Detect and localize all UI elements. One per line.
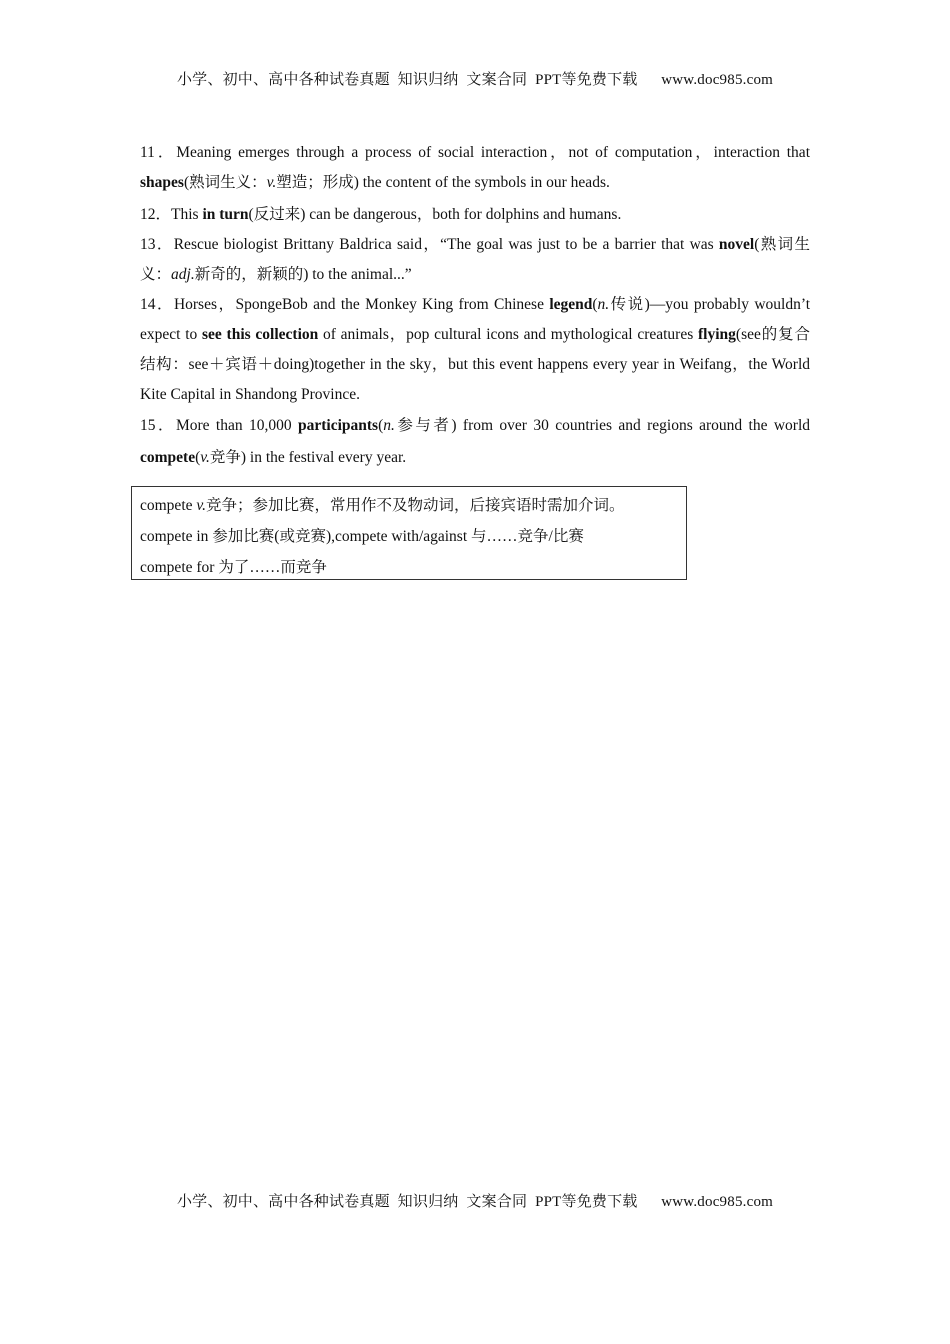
keyword-novel: novel bbox=[718, 236, 755, 253]
note-line-2: compete in 参加比赛(或竞赛),compete with/against 与……竞争/比赛 bbox=[140, 528, 584, 545]
item-13-pos: adj. bbox=[171, 266, 195, 283]
item-14-paren: ( bbox=[592, 296, 598, 313]
note-box bbox=[131, 486, 687, 580]
item-13-text: 13．Rescue biologist Brittany Baldrica said，“The goal was just to be a barrier that was bbox=[140, 236, 719, 253]
item-11-pos: v. bbox=[266, 174, 277, 191]
item-15-pos: n. bbox=[383, 417, 395, 434]
note-line-1-word: compete bbox=[140, 497, 197, 514]
note-line-1 bbox=[140, 490, 678, 521]
item-14-text: 14．Horses，SpongeBob and the Monkey King from Chinese bbox=[140, 296, 550, 313]
item-12-text: 12．This bbox=[140, 206, 203, 223]
item-12 bbox=[140, 200, 810, 230]
keyword-in-turn: in turn bbox=[202, 206, 249, 223]
item-15-paren: ( bbox=[378, 417, 384, 434]
item-15-pos2: v. bbox=[200, 449, 210, 466]
page-footer: 小学、初中、高中各种试卷真题 知识归纳 文案合同 PPT等免费下载 www.doc985.com bbox=[176, 1194, 774, 1210]
item-13 bbox=[140, 230, 810, 290]
keyword-see-this-collection: see this collection bbox=[202, 326, 319, 343]
keyword-participants: participants bbox=[298, 417, 379, 434]
item-12-rest: (反过来) can be dangerous，both for dolphins and humans. bbox=[248, 206, 622, 223]
item-11-text: 11．Meaning emerges through a process of social interaction，not of computation，interaction that bbox=[140, 144, 810, 161]
item-11 bbox=[140, 138, 810, 198]
page-header: 小学、初中、高中各种试卷真题 知识归纳 文案合同 PPT等免费下载 www.doc985.com bbox=[176, 72, 774, 88]
document-body bbox=[140, 138, 810, 474]
item-15-paren2: ( bbox=[195, 449, 201, 466]
item-15-rest: 竞争) in the festival every year. bbox=[209, 449, 407, 466]
item-11-rest: 塑造；形成) the content of the symbols in our heads. bbox=[276, 174, 610, 191]
item-14-rest: (see的复合结构：see＋宾语＋doing)together in the sky，but this event happens every year in Weifang，the World Kite Capital in Shandong Province. bbox=[140, 326, 810, 403]
item-14 bbox=[140, 290, 810, 410]
keyword-compete: compete bbox=[140, 449, 196, 466]
item-15-mid: 参与者) from over 30 countries and regions around the world bbox=[394, 417, 811, 434]
item-14-mid2: of animals，pop cultural icons and mythological creatures bbox=[318, 326, 698, 343]
item-13-rest: 新奇的，新颖的) to the animal...” bbox=[194, 266, 412, 283]
note-line-1-text: 竞争；参加比赛，常用作不及物动词，后接宾语时需加介词。 bbox=[206, 497, 625, 514]
item-15-text: 15．More than 10,000 bbox=[140, 417, 298, 434]
item-14-pos: n. bbox=[597, 296, 610, 313]
note-line-1-pos: v. bbox=[196, 497, 206, 514]
keyword-shapes: shapes bbox=[140, 174, 184, 191]
item-15 bbox=[140, 410, 810, 474]
item-11-note: (熟词生义： bbox=[183, 174, 267, 191]
keyword-flying: flying bbox=[698, 326, 736, 343]
item-13-note: (熟词生义： bbox=[140, 236, 810, 283]
item-14-mid: 传说)—you probably wouldn’t expect to bbox=[140, 296, 811, 343]
keyword-legend: legend bbox=[549, 296, 593, 313]
note-line-3: compete for 为了……而竞争 bbox=[140, 559, 327, 576]
